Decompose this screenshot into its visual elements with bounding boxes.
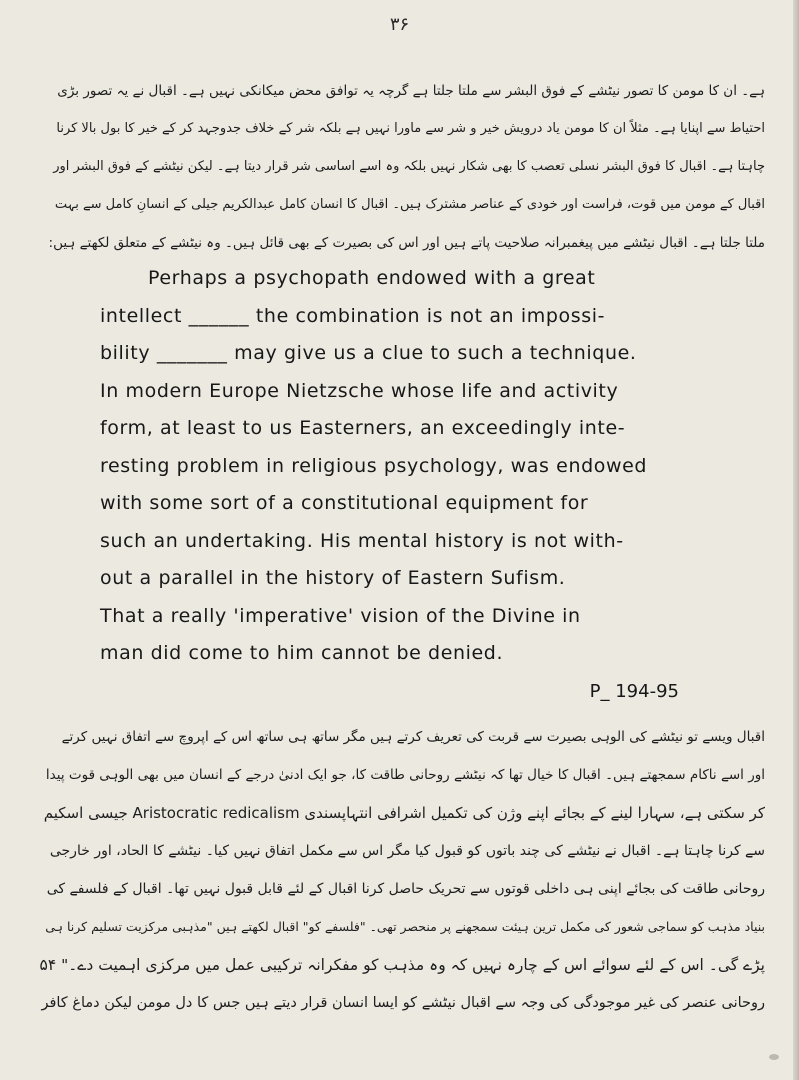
quote-line: resting problem in religious psychology, was endowed — [100, 454, 648, 477]
urdu-line: بنیاد مذہب کو سماجی شعور کی مکمل ترین ہیئت سمجھنے پر منحصر تھی۔ "فلسفے کو" اقبال لکھتے ہیں "مذہبی مرکزیت تسلیم کرنا ہی — [45, 919, 765, 934]
quote-line: That a really 'imperative' vision of the Divine in — [100, 604, 581, 627]
quote-line: form, at least to us Easterners, an exceedingly inte- — [100, 417, 626, 439]
quote-line: man did come to him cannot be denied. — [100, 642, 504, 664]
urdu-line: پڑے گی۔ اس کے لئے سوائے اس کے چارہ نہیں کہ وہ مذہب کو مفکرانہ ترکیبی عمل میں مرکزی اہمیت دے۔" ۵۴ — [40, 956, 765, 974]
urdu-line: اقبال کے مومن میں قوت، فراست اور خودی کے عناصر مشترک ہیں۔ اقبال کا انسان کامل عبدالکریم جیلی کے انسانِ کامل سے بہت — [54, 197, 765, 212]
urdu-line: اقبال ویسے تو نیٹشے کی الوہی بصیرت سے قربت کی تعریف کرتے ہیں مگر ساتھ ہی ساتھ اس کے اپروچ سے اتفاق نہیں کرتے — [61, 729, 765, 745]
quote-line: In modern Europe Nietzsche whose life and activity — [100, 379, 619, 402]
quote-line: such an undertaking. His mental history is not with- — [100, 529, 624, 552]
ink-smudge — [769, 1054, 779, 1060]
urdu-line: ملتا جلتا ہے۔ اقبال نیٹشے میں پیغمبرانہ صلاحیت پاتے ہیں اور اس کی بصیرت کے بھی قائل ہیں۔ وہ نیٹشے کے متعلق لکھتے ہیں: — [48, 235, 765, 251]
urdu-line: ہے۔ ان کا مومن کا تصور نیٹشے کے فوق البشر سے ملتا جلتا ہے گرچہ یہ توافق محض میکانکی نہیں ہے۔ اقبال نے یہ تصور بڑی — [57, 83, 765, 99]
urdu-line: روحانی طاقت کی بجائے اپنی ہی داخلی قوتوں سے تحریک حاصل کرنا اقبال کے لئے قابل قبول نہیں تھا۔ اقبال کے فلسفے کی — [46, 881, 765, 897]
quote-line: bility _______ may give us a clue to such a technique. — [100, 342, 637, 364]
urdu-line: کر سکتی ہے، سہارا لینے کے بجائے اپنے وژن کی تکمیل اشرافی انتہاپسندی Aristocratic redicalism جیسی اسکیم — [43, 804, 765, 822]
quote-line: Perhaps a psychopath endowed with a great — [148, 267, 596, 289]
quote-line: with some sort of a constitutional equipment for — [100, 492, 589, 514]
urdu-paragraph-2 — [40, 718, 765, 1022]
urdu-line: روحانی عنصر کی غیر موجودگی کی وجہ سے اقبال نیٹشے کو ایسا انسان قرار دیتے ہیں جس کا دل مومن لیکن دماغ کافر — [41, 995, 765, 1011]
urdu-line: اور اسے ناکام سمجھتے ہیں۔ اقبال کا خیال تھا کہ نیٹشے روحانی طاقت کا، جو ایک ادنیٰ درجے کے انسان میں بھی الوہی قوت پیدا — [45, 767, 765, 783]
page-citation: P_ 194-95 — [589, 681, 679, 702]
quote-line: intellect ______ the combination is not an impossi- — [100, 304, 606, 327]
urdu-line: سے کرنا چاہتا ہے۔ اقبال نے نیٹشے کی چند باتوں کو قبول کیا مگر اس سے مکمل اتفاق نہیں کیا۔ نیٹشے کا الحاد، اور خارجی — [49, 843, 765, 859]
quote-line: out a parallel in the history of Eastern Sufism. — [100, 567, 566, 589]
urdu-line: چاہتا ہے۔ اقبال کا فوق البشر نسلی تعصب کا بھی شکار نہیں بلکہ وہ اسے اساسی شر قرار دیتا ہے۔ لیکن نیٹشے کے فوق البشر اور — [53, 159, 765, 174]
urdu-line: احتیاط سے اپنایا ہے۔ مثلاً ان کا مومن یاد درویش خیر و شر سے ماورا نہیں ہے بلکہ شر کے خلاف جدوجہد کر کے خیر کا بول بالا کرنا — [56, 121, 765, 136]
page-number: ۳۶ — [389, 14, 410, 35]
english-quotation — [100, 260, 700, 673]
urdu-paragraph-1 — [40, 72, 765, 262]
page-edge-shadow — [793, 0, 799, 1080]
